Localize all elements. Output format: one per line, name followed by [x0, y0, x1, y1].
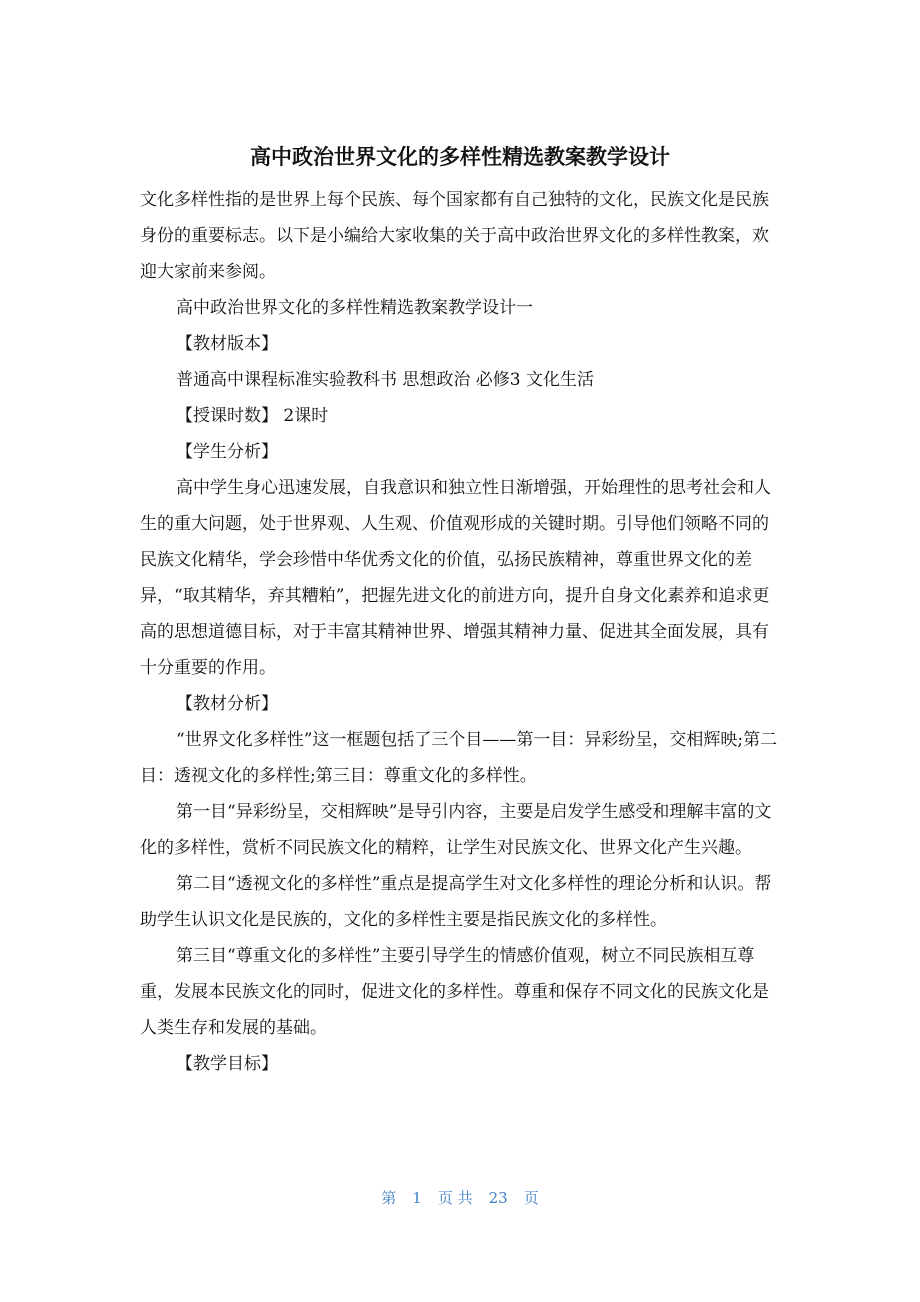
footer-middle: 页 共 — [437, 1189, 473, 1207]
class-hours: 【授课时数】 2课时 — [176, 406, 329, 426]
textbook-analysis-paragraph: 第三目“尊重文化的多样性”主要引导学生的情感价值观，树立不同民族相互尊重，发展本民族文化的同时，促进文化的多样性。尊重和保存不同文化的民族文化是人类生存和发展的基础。 — [140, 946, 769, 1038]
textbook-analysis-paragraph: 第一目“异彩纷呈，交相辉映”是导引内容，主要是启发学生感受和理解丰富的文化的多样性，赏析不同民族文化的精粹，让学生对民族文化、世界文化产生兴趣。 — [140, 802, 772, 858]
textbook-analysis-paragraph: “世界文化多样性”这一框题包括了三个目——第一目：异彩纷呈，交相辉映;第二目：透视文化的多样性;第三目：尊重文化的多样性。 — [140, 730, 778, 786]
textbook-analysis-heading: 【教材分析】 — [176, 694, 278, 714]
student-analysis-heading: 【学生分析】 — [176, 442, 278, 462]
textbook-version-heading: 【教材版本】 — [176, 334, 278, 354]
student-analysis-text: 高中学生身心迅速发展，自我意识和独立性日渐增强，开始理性的思考社会和人生的重大问题，处于世界观、人生观、价值观形成的关键时期。引导他们领略不同的民族文化精华，学会珍惜中华优秀文化的价值，弘扬民族精神，尊重世界文化的差异，“取其精华，弃其糟粕”，把握先进文化的前进方向，提升自身文化素养和追求更高的思想道德目标，对于丰富其精神世界、增强其精神力量、促进其全面发展，具有十分重要的作用。 — [140, 478, 771, 678]
teaching-goals-heading: 【教学目标】 — [176, 1054, 278, 1074]
textbook-version-text: 普通高中课程标准实验教科书 思想政治 必修3 文化生活 — [176, 370, 595, 390]
textbook-analysis-paragraph: 第二目“透视文化的多样性”重点是提高学生对文化多样性的理论分析和认识。帮助学生认识文化是民族的，文化的多样性主要是指民族文化的多样性。 — [140, 874, 772, 930]
footer-current-page: 1 — [412, 1189, 422, 1207]
page-title: 高中政治世界文化的多样性精选教案教学设计 — [250, 145, 670, 169]
section-subtitle: 高中政治世界文化的多样性精选教案教学设计一 — [176, 298, 533, 318]
footer-total-pages: 23 — [488, 1189, 508, 1207]
page-footer — [0, 1186, 920, 1210]
document-body — [140, 182, 780, 1082]
footer-prefix: 第 — [381, 1189, 397, 1207]
footer-suffix: 页 — [523, 1189, 539, 1207]
intro-paragraph: 文化多样性指的是世界上每个民族、每个国家都有自己独特的文化，民族文化是民族身份的重要标志。以下是小编给大家收集的关于高中政治世界文化的多样性教案，欢迎大家前来参阅。 — [140, 190, 769, 282]
